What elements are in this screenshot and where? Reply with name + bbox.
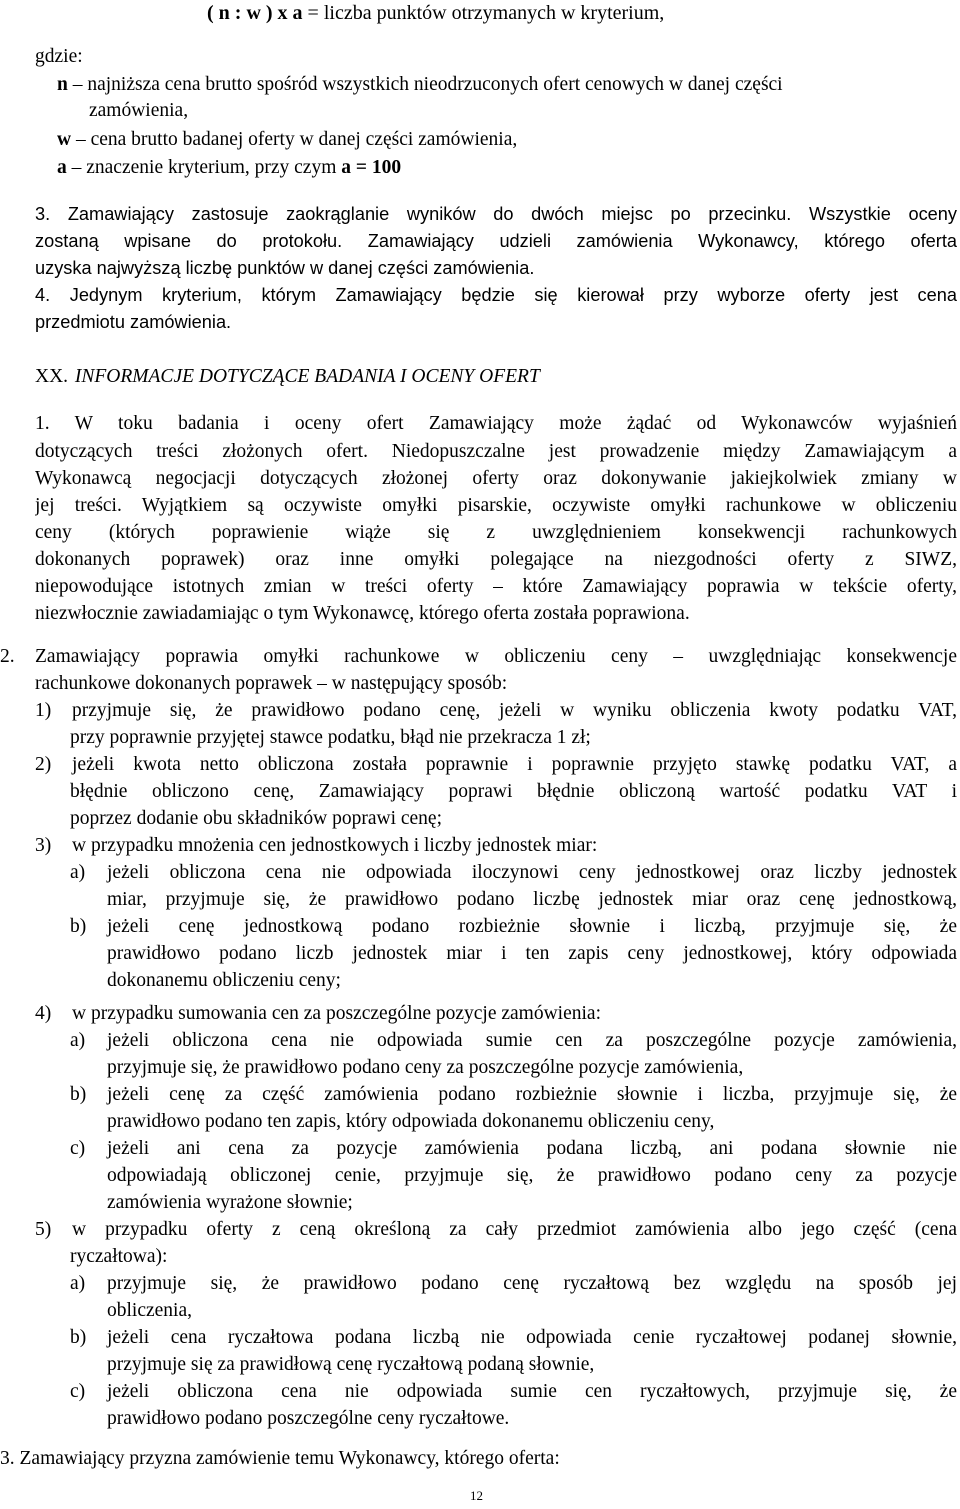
symbol-a: a — [57, 157, 67, 178]
top-line: przedmiotu zamówienia. — [35, 312, 232, 332]
definition-n — [57, 71, 957, 98]
list-marker: c) — [70, 1138, 86, 1159]
list-item-text: jeżeli cenę jednostkową podano rozbieżnie słownie i liczbą, przyjmuje się, że — [107, 916, 957, 937]
text-line: przyjmuje się za prawidłową cenę ryczałtową podaną słownie, — [107, 1354, 595, 1375]
text-line — [35, 1000, 957, 1027]
text-line — [35, 751, 957, 778]
text-line — [70, 1378, 957, 1405]
list-marker: a) — [70, 1273, 86, 1294]
formula-description: = liczba punktów otrzymanych w kryterium, — [302, 2, 665, 24]
text-line: niepowodujące istotnych zmian w treści oferty – które Zamawiający poprawia w tekście oferty, — [35, 576, 957, 597]
list-marker: b) — [70, 1084, 87, 1105]
list-item-text: jeżeli cenę za część zamówienia podano rozbieżnie słownie i liczba, przyjmuje się, że — [107, 1084, 957, 1105]
list-item-text: przyjmuje się, że prawidłowo podano cenę, jeżeli w wyniku obliczenia kwoty podatku VAT, — [72, 700, 957, 721]
list-marker: 4) — [35, 1003, 52, 1024]
text-line: dotyczących treści złożonych ofert. Niedopuszczalne jest prowadzenie między Zamawiającym a — [35, 441, 957, 462]
score-formula — [207, 0, 664, 27]
text-line — [35, 832, 957, 859]
list-marker: a) — [70, 862, 86, 883]
list-item-text: w przypadku sumowania cen za poszczególne pozycje zamówienia: — [72, 1003, 601, 1024]
list-item-text: jeżeli obliczona cena nie odpowiada sumie cen za poszczególne pozycje zamówienia, — [107, 1030, 957, 1051]
text-line — [70, 1135, 957, 1162]
text-line: odpowiadają obliczonej cenie, przyjmuje się, że prawidłowo podano ceny za pozycje — [107, 1165, 957, 1186]
list-marker: 5) — [35, 1219, 52, 1240]
text-line: przyjmuje się, że prawidłowo podano ceny za poszczególne pozycje zamówienia, — [107, 1057, 744, 1078]
text-line: prawidłowo podano poszczególne ceny ryczałtowe. — [107, 1408, 510, 1429]
section-heading — [35, 363, 540, 390]
text-line — [70, 1027, 957, 1054]
top-line: 4. Jedynym kryterium, którym Zamawiający będzie się kierował przy wyborze oferty jest cena — [35, 285, 957, 305]
definition-a-text: – znaczenie kryterium, przy czym — [66, 157, 342, 178]
list-marker: 3) — [35, 835, 52, 856]
definition-n-continued: zamówienia, — [89, 100, 189, 121]
text-line: 1. W toku badania i oceny ofert Zamawiający może żądać od Wykonawców wyjaśnień — [35, 413, 957, 434]
list-item-text: przyjmuje się, że prawidłowo podano cenę ryczałtową bez względu na sposób jej — [107, 1273, 957, 1294]
list-item-text: jeżeli kwota netto obliczona została poprawnie i poprawnie przyjęto stawkę podatku VAT, a — [72, 754, 957, 775]
list-item-text: w przypadku oferty z ceną określoną za cały przedmiot zamówienia albo jego część (cena — [72, 1219, 957, 1240]
text-line — [35, 1216, 957, 1243]
text-line: ryczałtowa): — [70, 1246, 168, 1267]
list-item-text: jeżeli cena ryczałtowa podana liczbą nie odpowiada cenie ryczałtowej podanej słownie, — [107, 1327, 957, 1348]
text-line: dokonanych poprawek) oraz inne omyłki polegające na niezgodności oferty z SIWZ, — [35, 549, 957, 570]
text-line — [35, 697, 957, 724]
formula-expression: ( n : w ) x a — [207, 2, 303, 24]
text-line: poprzez dodanie obu składników poprawi cenę; — [70, 808, 443, 829]
section-title: INFORMACJE DOTYCZĄCE BADANIA I OCENY OFERT — [74, 366, 540, 387]
list-marker: b) — [70, 916, 87, 937]
list-item-text: jeżeli obliczona cena nie odpowiada sumie cen ryczałtowych, przyjmuje się, że — [107, 1381, 957, 1402]
text-line — [70, 913, 957, 940]
section-number: XX. — [35, 366, 69, 387]
definition-w — [57, 126, 957, 153]
definition-a — [57, 154, 957, 181]
paragraph-3: 3. Zamawiający przyzna zamówienie temu Wykonawcy, którego oferta: — [0, 1448, 560, 1469]
text-line: ceny (których poprawienie wiąże się z uwzględnieniem konsekwencji rachunkowych — [35, 522, 957, 543]
text-line: Wykonawcą negocjacji dotyczących złożonej oferty oraz dokonywanie jakiejkolwiek zmiany w — [35, 468, 957, 489]
list-item-text: jeżeli ani cena za pozycje zamówienia podana liczbą, ani podana słownie nie — [107, 1138, 957, 1159]
gdzie-label: gdzie: — [35, 46, 83, 67]
list-marker: c) — [70, 1381, 86, 1402]
list-marker: b) — [70, 1327, 87, 1348]
list-marker: 1) — [35, 700, 52, 721]
definition-w-text: – cena brutto badanej oferty w danej części zamówienia, — [71, 129, 518, 150]
text-line — [70, 1081, 957, 1108]
text-line: prawidłowo podano ten zapis, który odpowiada dokonanemu obliczeniu ceny, — [107, 1111, 715, 1132]
list-marker: 2) — [35, 754, 52, 775]
text-line: zamówienia wyrażone słownie; — [107, 1192, 353, 1213]
top-line: uzyska najwyższą liczbę punktów w danej części zamówienia. — [35, 258, 535, 278]
definition-n-text: – najniższa cena brutto spośród wszystkich nieodrzuconych ofert cenowych w danej części — [67, 74, 783, 95]
text-line: dokonanemu obliczeniu ceny; — [107, 970, 341, 991]
text-line: niezwłocznie zawiadamiając o tym Wykonawcę, którego oferta została poprawiona. — [35, 603, 690, 624]
list-marker: a) — [70, 1030, 86, 1051]
a-value: a = 100 — [341, 157, 402, 178]
text-line: 2. Zamawiający poprawia omyłki rachunkowe w obliczeniu ceny – uwzględniając konsekwencje — [0, 646, 957, 667]
list-item-text: w przypadku mnożenia cen jednostkowych i liczby jednostek miar: — [72, 835, 598, 856]
symbol-n: n — [57, 74, 68, 95]
text-line: miar, przyjmuje się, że prawidłowo podano liczbę jednostek miar oraz cenę jednostkową, — [107, 889, 957, 910]
text-line — [70, 1270, 957, 1297]
text-line: rachunkowe dokonanych poprawek – w następujący sposób: — [35, 673, 508, 694]
list-item-text: jeżeli obliczona cena nie odpowiada iloczynowi ceny jednostkowej oraz liczby jednostek — [107, 862, 957, 883]
text-line — [70, 1324, 957, 1351]
text-line: jej treści. Wyjątkiem są oczywiste omyłki pisarskie, oczywiste omyłki rachunkowe w obliczeniu — [35, 495, 957, 516]
text-line: prawidłowo podano liczb jednostek miar i ten zapis ceny jednostkowej, który odpowiada — [107, 943, 957, 964]
top-line: 3. Zamawiający zastosuje zaokrąglanie wyników do dwóch miejsc po przecinku. Wszystkie oceny — [35, 204, 957, 224]
text-line: przy poprawnie przyjętej stawce podatku, błąd nie przekracza 1 zł; — [70, 727, 591, 748]
page-number: 12 — [470, 1488, 483, 1503]
text-line — [70, 859, 957, 886]
symbol-w: w — [57, 129, 72, 150]
top-line: zostaną wpisane do protokołu. Zamawiający udzieli zamówienia Wykonawcy, którego oferta — [35, 231, 957, 251]
text-line: błędnie obliczono cenę, Zamawiający poprawi błędnie obliczoną wartość podatku VAT i — [70, 781, 957, 802]
text-line: obliczenia, — [107, 1300, 192, 1321]
